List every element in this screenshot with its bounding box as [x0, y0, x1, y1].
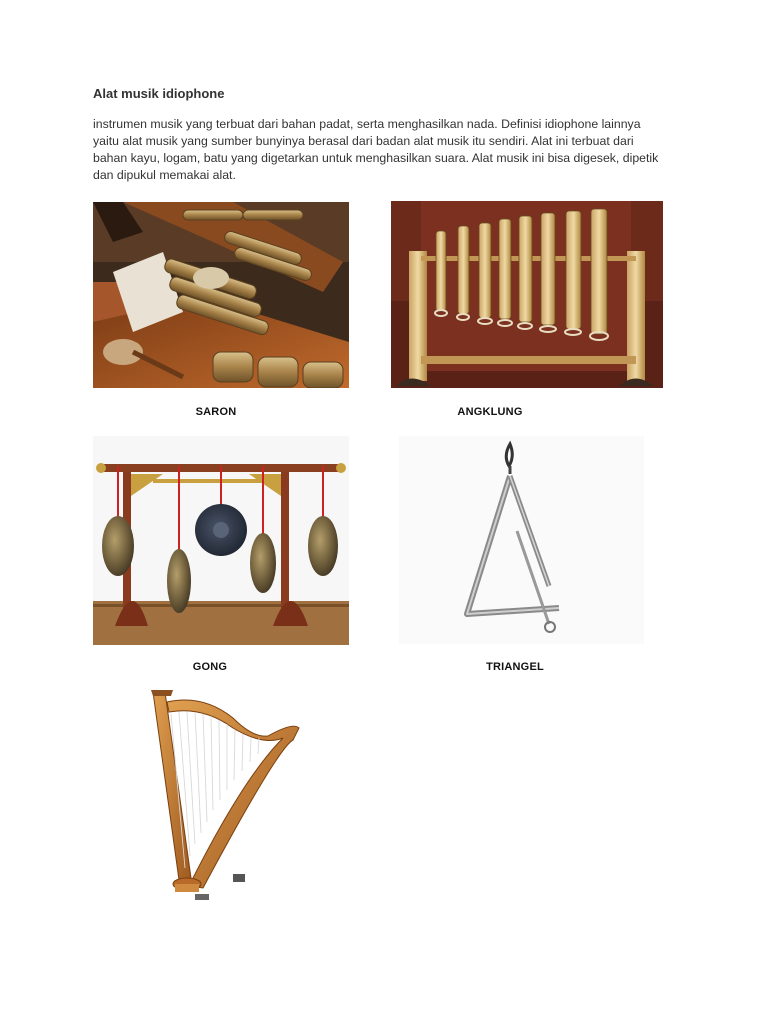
harp-image	[93, 688, 359, 906]
caption-angklung: ANGKLUNG	[457, 406, 523, 418]
caption-triangel: TRIANGEL	[486, 661, 544, 673]
page-title: Alat musik idiophone	[93, 86, 225, 101]
intro-paragraph: instrumen musik yang terbuat dari bahan padat, serta menghasilkan nada. Definisi idiophone lainnya yaitu alat musik yang sumber bunyinya berasal dari badan alat musik itu sendiri. Alat ini terbuat dari bahan kayu, logam, batu yang digetarkan untuk menghasilkan suara. Alat musik ini bisa digesek, dipetik dan dipukul memakai alat.	[93, 117, 659, 182]
saron-image	[93, 202, 349, 388]
caption-saron: SARON	[195, 406, 237, 418]
triangle-image	[399, 436, 644, 644]
gong-image	[93, 436, 349, 645]
caption-gong: GONG	[192, 661, 228, 673]
angklung-image	[391, 201, 663, 388]
